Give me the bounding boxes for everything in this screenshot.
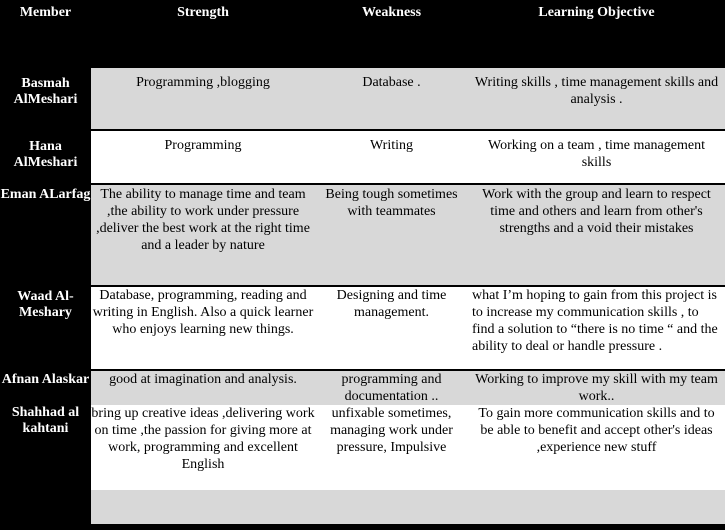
strength-cell: Programming ,blogging <box>91 68 315 130</box>
member-name: Shahhad al kahtani <box>0 405 91 490</box>
header-strength: Strength <box>177 5 229 20</box>
weakness-cell: Database . <box>315 68 468 130</box>
table-row <box>0 131 725 183</box>
strength-cell: good at imagination and analysis. <box>91 371 315 405</box>
objective-cell: Working to improve my skill with my team work.. <box>468 371 725 405</box>
objective-cell: Writing skills , time management skills and analysis . <box>468 68 725 130</box>
table-header <box>0 0 725 68</box>
table-row <box>0 287 725 369</box>
weakness-cell: Designing and time management. <box>315 287 468 369</box>
weakness-cell: unfixable sometimes, managing work under pressure, Impulsive <box>315 405 468 490</box>
table-row <box>0 405 725 490</box>
member-name: Basmah AlMeshari <box>0 68 91 130</box>
strength-cell: Database, programming, reading and writing in English. Also a quick learner who enjoys learning new things. <box>91 287 315 369</box>
strength-cell: The ability to manage time and team ,the ability to work under pressure ,deliver the best work at the right time and a leader by nature <box>91 185 315 285</box>
header-weakness: Weakness <box>361 5 422 20</box>
member-name: Waad Al-Meshary <box>0 287 91 369</box>
objective-cell: Working on a team , time management skills <box>468 131 725 183</box>
strength-cell: bring up creative ideas ,delivering work on time ,the passion for giving more at work, programming and excellent English <box>91 405 315 490</box>
strength-cell: Programming <box>91 131 315 183</box>
member-name: Afnan Alaskar <box>0 371 91 405</box>
member-name: Eman ALarfag <box>0 185 91 285</box>
member-name: Hana AlMeshari <box>0 131 91 183</box>
objective-cell: what I’m hoping to gain from this project is to increase my communication skills , to find a solution to “there is no time “ and the ability to deal or handle pressure . <box>468 287 725 369</box>
header-learning-objective: Learning Objective <box>538 5 655 20</box>
objective-cell: Work with the group and learn to respect time and others and learn from other's strengths and a void their mistakes <box>468 185 725 285</box>
table-footer-row <box>91 490 725 524</box>
header-member: Member <box>19 5 72 20</box>
objective-cell: To gain more communication skills and to be able to benefit and accept other's ideas ,experience new stuff <box>468 405 725 490</box>
weakness-cell: Being tough sometimes with teammates <box>315 185 468 285</box>
table-row <box>0 185 725 285</box>
table-row <box>0 68 725 130</box>
table-row <box>0 371 725 405</box>
weakness-cell: programming and documentation .. <box>315 371 468 405</box>
weakness-cell: Writing <box>315 131 468 183</box>
